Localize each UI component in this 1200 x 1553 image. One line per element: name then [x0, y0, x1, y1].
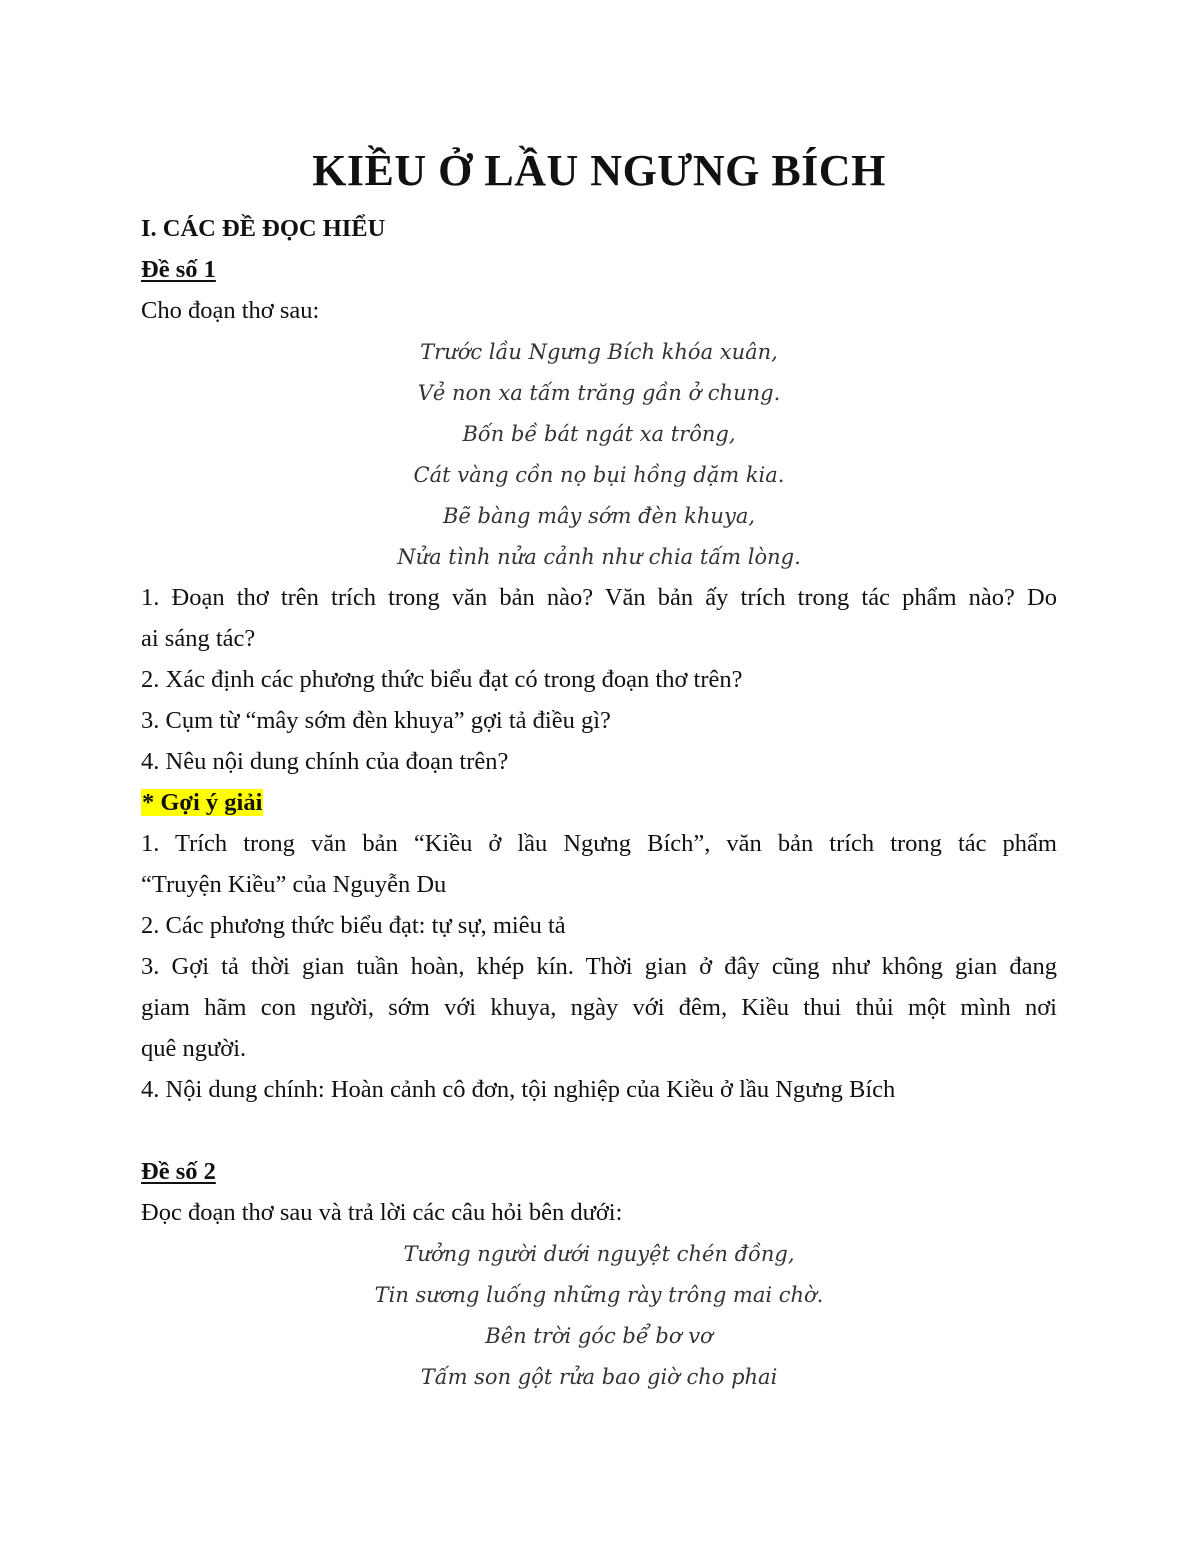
- answer-1-line-2: “Truyện Kiều” của Nguyễn Du: [141, 871, 447, 898]
- hint-label-row: [141, 786, 1057, 820]
- poem-line: Cát vàng cồn nọ bụi hồng dặm kia.: [413, 463, 785, 487]
- exercise-2-label-text: Đề số 2: [141, 1158, 216, 1185]
- question-1-line-2: ai sáng tác?: [141, 625, 256, 652]
- hint-label: * Gợi ý giải: [142, 789, 263, 816]
- answer-4: 4. Nội dung chính: Hoàn cảnh cô đơn, tội nghiệp của Kiều ở lầu Ngưng Bích: [141, 1076, 896, 1103]
- poem-line: Tấm son gột rửa bao giờ cho phai: [420, 1365, 778, 1389]
- question-3: 3. Cụm từ “mây sớm đèn khuya” gợi tả điều gì?: [141, 707, 611, 734]
- question-4: 4. Nêu nội dung chính của đoạn trên?: [141, 748, 509, 775]
- exercise-1-intro: Cho đoạn thơ sau:: [141, 297, 320, 324]
- poem-line: Bẽ bàng mây sớm đèn khuya,: [442, 504, 756, 528]
- poem-line: Bên trời góc bể bơ vơ: [485, 1324, 713, 1348]
- poem-line: Vẻ non xa tấm trăng gần ở chung.: [417, 381, 781, 405]
- answer-3-line-2: giam hãm con người, sớm với khuya, ngày với đêm, Kiều thui thủi một mình nơi: [141, 994, 1057, 1021]
- exercise-2-intro: Đọc đoạn thơ sau và trả lời các câu hỏi bên dưới:: [141, 1199, 623, 1226]
- answer-2: 2. Các phương thức biểu đạt: tự sự, miêu tả: [141, 912, 566, 939]
- exercise-1-label: [141, 253, 1057, 287]
- section-heading: I. CÁC ĐỀ ĐỌC HIỂU: [141, 215, 386, 242]
- exercise-2-label: [141, 1155, 1057, 1189]
- question-2: 2. Xác định các phương thức biểu đạt có trong đoạn thơ trên?: [141, 666, 743, 693]
- answer-3-line-3: quê người.: [141, 1035, 247, 1062]
- question-1-line-1: 1. Đoạn thơ trên trích trong văn bản nào? Văn bản ấy trích trong tác phẩm nào? Do: [141, 584, 1057, 611]
- poem-line: Bốn bề bát ngát xa trông,: [462, 422, 736, 446]
- poem-line: Tưởng người dưới nguyệt chén đồng,: [403, 1242, 795, 1266]
- poem-line: Trước lầu Ngưng Bích khóa xuân,: [420, 340, 778, 364]
- answer-3-line-1: 3. Gợi tả thời gian tuần hoàn, khép kín. Thời gian ở đây cũng như không gian đang: [141, 953, 1057, 980]
- poem-line: Tin sương luống những rày trông mai chờ.: [374, 1283, 824, 1307]
- poem-line: Nửa tình nửa cảnh như chia tấm lòng.: [397, 545, 801, 569]
- exercise-1-label-text: Đề số 1: [141, 256, 216, 283]
- answer-1-line-1: 1. Trích trong văn bản “Kiều ở lầu Ngưng Bích”, văn bản trích trong tác phẩm: [141, 830, 1057, 857]
- document-title: KIỀU Ở LẦU NGƯNG BÍCH: [312, 146, 886, 195]
